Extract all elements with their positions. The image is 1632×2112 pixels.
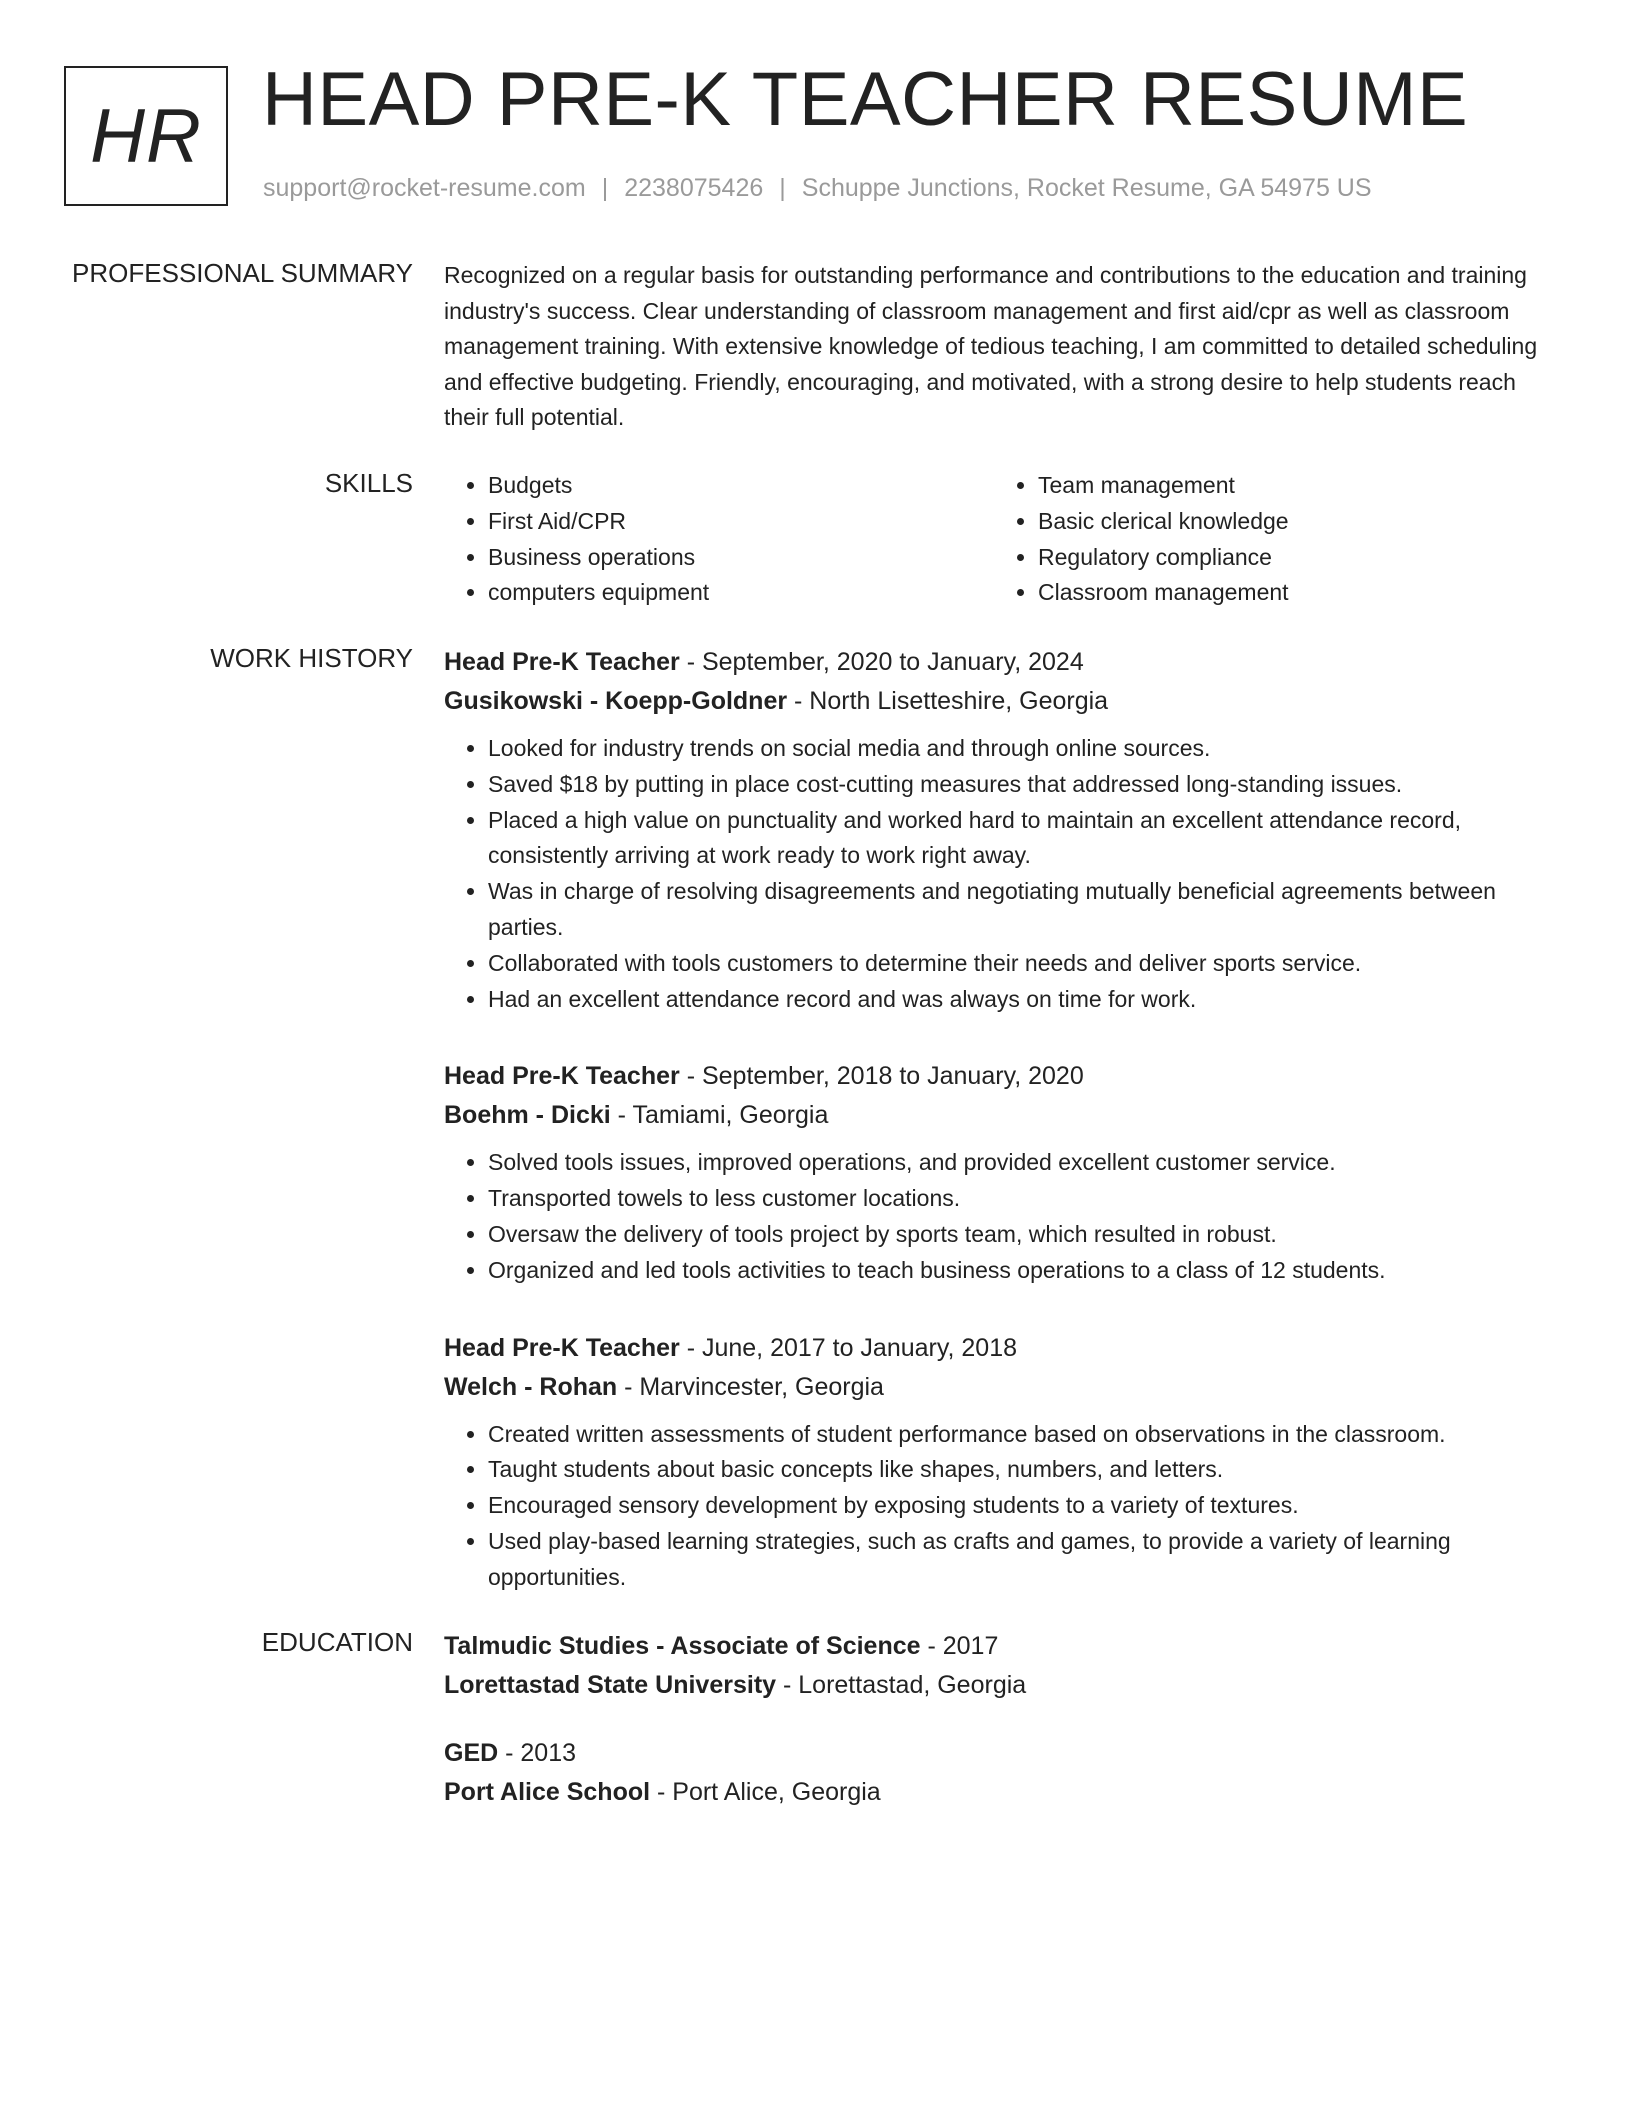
job-duty: • Had an excellent attendance record and was always on time for work. bbox=[488, 982, 1544, 1018]
job-duty: • Looked for industry trends on social media and through online sources. bbox=[488, 731, 1544, 767]
contact-line bbox=[263, 174, 1372, 203]
job-duty: • Placed a high value on punctuality and worked hard to maintain an excellent attendance record, consistently arriving at work ready to work right away. bbox=[488, 803, 1544, 875]
summary-text: Recognized on a regular basis for outstanding performance and contributions to the education and training industry's success. Clear understanding of classroom management and first aid/cpr as well as classroom management training. With extensive knowledge of tedious teaching, I am committed to detailed scheduling and effective budgeting. Friendly, encouraging, and motivated, with a strong desire to help students reach their full potential. bbox=[444, 262, 1538, 431]
skill-item: • Classroom management bbox=[1038, 575, 1544, 611]
skills-list-right bbox=[994, 468, 1544, 611]
skill-item: • Basic clerical knowledge bbox=[1038, 504, 1544, 540]
job-duties bbox=[444, 731, 1544, 1017]
education-location: - Port Alice, Georgia bbox=[650, 1778, 881, 1806]
job-dates: - June, 2017 to January, 2018 bbox=[679, 1333, 1018, 1362]
education-entry bbox=[444, 1734, 1544, 1812]
job-entry bbox=[444, 1329, 1544, 1596]
section-label-summary: PROFESSIONAL SUMMARY bbox=[72, 258, 413, 288]
skills-list-left bbox=[444, 468, 994, 611]
section-label-work: WORK HISTORY bbox=[210, 643, 413, 673]
education-heading bbox=[444, 1627, 1544, 1666]
monogram-logo bbox=[64, 66, 228, 206]
contact-separator: | bbox=[779, 174, 786, 202]
job-entry bbox=[444, 643, 1544, 1017]
job-company: Welch - Rohan bbox=[444, 1372, 618, 1401]
education-degree: GED bbox=[444, 1739, 499, 1767]
job-company: Gusikowski - Koepp-Goldner bbox=[444, 687, 788, 715]
skill-item: • First Aid/CPR bbox=[488, 504, 994, 540]
job-duty: • Transported towels to less customer locations. bbox=[488, 1181, 1544, 1217]
job-duties bbox=[444, 1145, 1544, 1288]
job-duty: • Solved tools issues, improved operations, and provided excellent customer service. bbox=[488, 1145, 1544, 1181]
job-duty: • Saved $18 by putting in place cost-cutting measures that addressed long-standing issues. bbox=[488, 767, 1544, 803]
section-label-education: EDUCATION bbox=[261, 1627, 413, 1657]
job-duties bbox=[444, 1417, 1544, 1596]
education-year: - 2013 bbox=[498, 1739, 577, 1767]
education-degree: Talmudic Studies - Associate of Science bbox=[444, 1632, 921, 1660]
job-heading bbox=[444, 1057, 1544, 1096]
job-location: - Marvincester, Georgia bbox=[617, 1372, 884, 1401]
contact-address: Schuppe Junctions, Rocket Resume, GA 54975 US bbox=[801, 174, 1372, 202]
job-heading bbox=[444, 643, 1544, 682]
job-employer bbox=[444, 1368, 1544, 1407]
job-duty: • Was in charge of resolving disagreements and negotiating mutually beneficial agreements between parties. bbox=[488, 874, 1544, 946]
job-dates: - September, 2020 to January, 2024 bbox=[679, 648, 1084, 676]
education-location: - Lorettastad, Georgia bbox=[776, 1671, 1027, 1699]
section-label-skills: SKILLS bbox=[324, 468, 413, 498]
job-title: Head Pre-K Teacher bbox=[444, 1333, 680, 1362]
education-school: Lorettastad State University bbox=[444, 1671, 777, 1699]
job-duty: • Oversaw the delivery of tools project by sports team, which resulted in robust. bbox=[488, 1217, 1544, 1253]
job-duty: • Used play-based learning strategies, such as crafts and games, to provide a variety of learning opportunities. bbox=[488, 1524, 1544, 1596]
job-company: Boehm - Dicki bbox=[444, 1101, 611, 1130]
job-heading bbox=[444, 1329, 1544, 1368]
contact-separator: | bbox=[601, 174, 609, 202]
skill-item: • Regulatory compliance bbox=[1038, 540, 1544, 576]
job-duty: • Taught students about basic concepts like shapes, numbers, and letters. bbox=[488, 1452, 1544, 1488]
education-year: - 2017 bbox=[920, 1632, 999, 1660]
education-institution bbox=[444, 1666, 1544, 1705]
job-duty: • Encouraged sensory development by exposing students to a variety of textures. bbox=[488, 1488, 1544, 1524]
skill-item: • computers equipment bbox=[488, 575, 994, 611]
job-location: - North Lisetteshire, Georgia bbox=[787, 687, 1109, 715]
job-duty: • Collaborated with tools customers to determine their needs and deliver sports service. bbox=[488, 946, 1544, 982]
job-entry bbox=[444, 1057, 1544, 1288]
job-title: Head Pre-K Teacher bbox=[444, 1062, 680, 1091]
education-heading bbox=[444, 1734, 1544, 1773]
skill-item: • Budgets bbox=[488, 468, 994, 504]
contact-phone[interactable]: 2238075426 bbox=[624, 174, 764, 202]
job-duty: • Created written assessments of student performance based on observations in the classroom. bbox=[488, 1417, 1544, 1453]
job-title: Head Pre-K Teacher bbox=[444, 648, 680, 676]
job-duty: • Organized and led tools activities to teach business operations to a class of 12 students. bbox=[488, 1253, 1544, 1289]
resume-title: HEAD PRE-K TEACHER RESUME bbox=[262, 57, 1469, 142]
contact-email[interactable]: support@rocket-resume.com bbox=[263, 174, 586, 202]
skill-item: • Business operations bbox=[488, 540, 994, 576]
monogram-text: HR bbox=[90, 93, 202, 179]
education-entry bbox=[444, 1627, 1544, 1705]
education-institution bbox=[444, 1773, 1544, 1812]
job-employer bbox=[444, 1096, 1544, 1135]
job-dates: - September, 2018 to January, 2020 bbox=[679, 1062, 1084, 1091]
skill-item: • Team management bbox=[1038, 468, 1544, 504]
education-school: Port Alice School bbox=[444, 1778, 651, 1806]
job-employer bbox=[444, 682, 1544, 721]
job-location: - Tamiami, Georgia bbox=[610, 1101, 829, 1130]
